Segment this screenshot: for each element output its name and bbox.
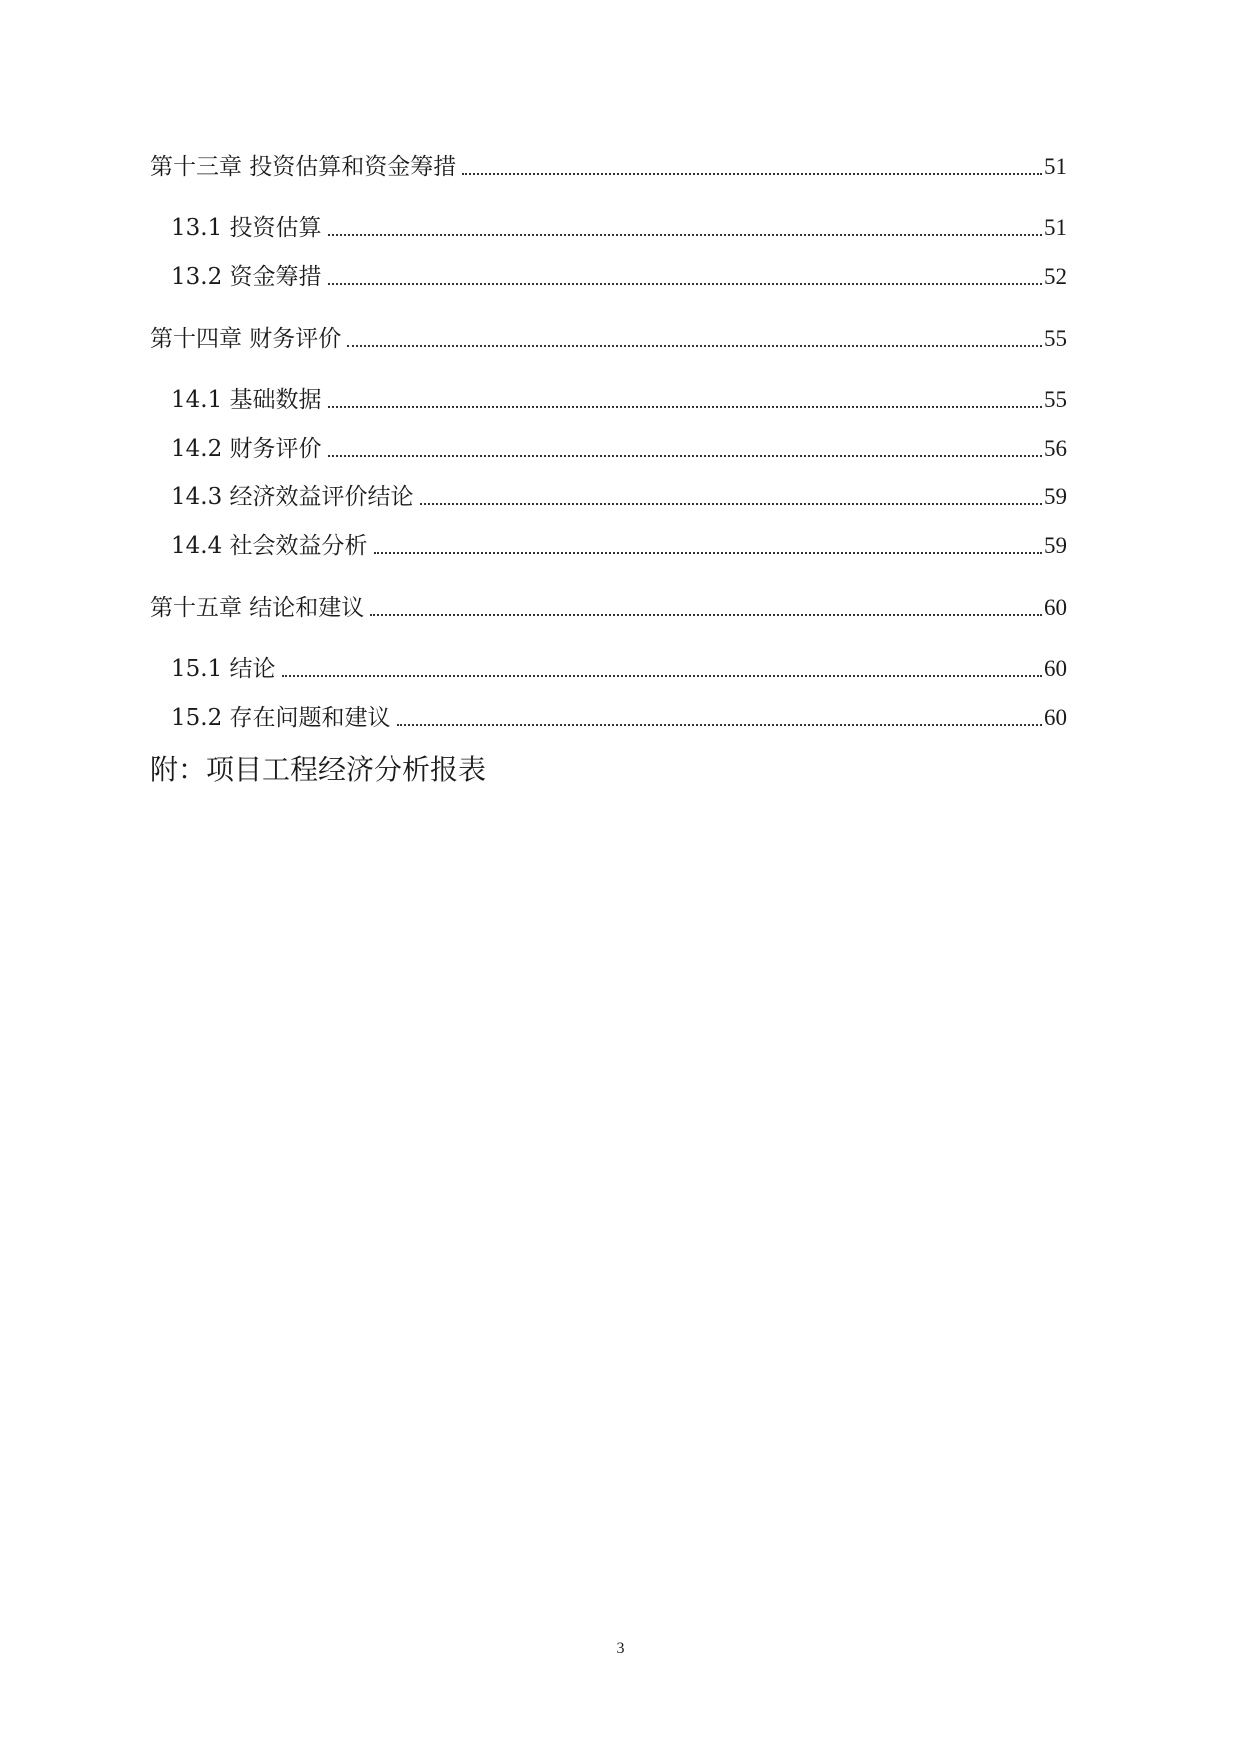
toc-entry-13-1 — [171, 209, 1067, 243]
toc-dot-leader — [282, 675, 1042, 677]
toc-entry-page: 60 — [1044, 705, 1067, 730]
toc-dot-leader — [397, 724, 1042, 726]
toc-dot-leader — [374, 552, 1042, 554]
appendix-title: 附：项目工程经济分析报表 — [150, 753, 487, 786]
toc-entry-title: 13.2 资金筹措 — [171, 264, 322, 290]
toc-entry-14-2 — [171, 430, 1067, 464]
toc-entry-title: 第十四章 财务评价 — [150, 326, 342, 352]
toc-entry-15-1 — [171, 650, 1067, 684]
toc-entry-page: 52 — [1044, 264, 1067, 289]
toc-entry-14-1 — [171, 381, 1067, 415]
toc-entry-title: 14.1 基础数据 — [171, 387, 322, 413]
toc-dot-leader — [347, 345, 1042, 347]
toc-entry-title: 14.4 社会效益分析 — [171, 533, 368, 559]
toc-entry-14-3 — [171, 478, 1067, 512]
toc-entry-title: 第十三章 投资估算和资金筹措 — [150, 154, 457, 180]
toc-dot-leader — [328, 406, 1042, 408]
toc-entry-page: 56 — [1044, 436, 1067, 461]
toc-entry-chapter-14 — [150, 320, 1067, 354]
toc-dot-leader — [328, 283, 1042, 285]
toc-entry-title: 13.1 投资估算 — [171, 215, 322, 241]
toc-entry-title: 第十五章 结论和建议 — [150, 595, 365, 621]
toc-entry-page: 60 — [1044, 595, 1067, 620]
toc-entry-15-2 — [171, 699, 1067, 733]
toc-entry-page: 55 — [1044, 387, 1067, 412]
toc-entry-14-4 — [171, 527, 1067, 561]
toc-dot-leader — [328, 234, 1042, 236]
toc-entry-page: 51 — [1044, 215, 1067, 240]
toc-dot-leader — [420, 503, 1042, 505]
toc-entry-chapter-13 — [150, 148, 1067, 182]
toc-entry-page: 59 — [1044, 533, 1067, 558]
toc-entry-page: 51 — [1044, 154, 1067, 179]
toc-dot-leader — [328, 455, 1042, 457]
toc-entry-title: 15.1 结论 — [171, 656, 276, 682]
toc-entry-chapter-15 — [150, 589, 1067, 623]
toc-entry-title: 15.2 存在问题和建议 — [171, 705, 391, 731]
toc-dot-leader — [370, 614, 1042, 616]
toc-entry-13-2 — [171, 258, 1067, 292]
toc-entry-page: 55 — [1044, 326, 1067, 351]
toc-dot-leader — [462, 173, 1042, 175]
toc-entry-page: 60 — [1044, 656, 1067, 681]
toc-entry-title: 14.3 经济效益评价结论 — [171, 484, 414, 510]
toc-entry-title: 14.2 财务评价 — [171, 436, 322, 462]
page-number: 3 — [616, 1640, 625, 1657]
toc-entry-page: 59 — [1044, 484, 1067, 509]
